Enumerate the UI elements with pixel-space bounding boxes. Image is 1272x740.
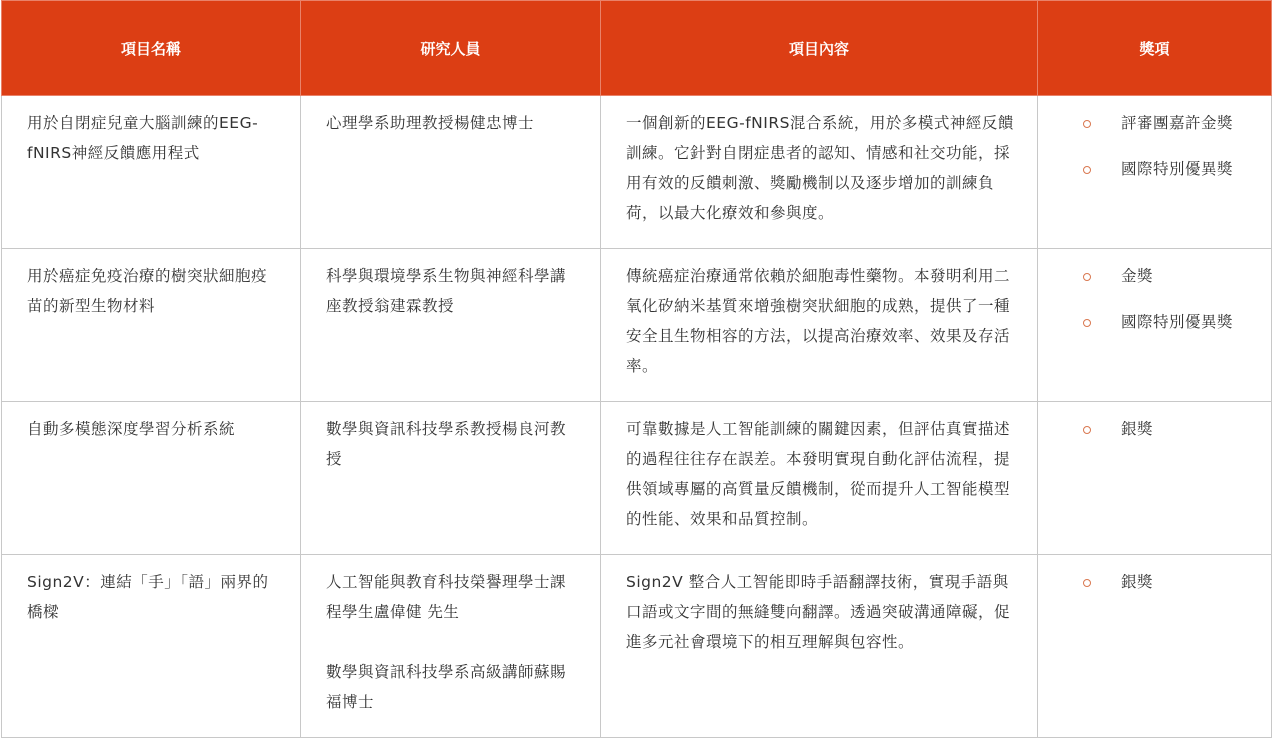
project-name: 用於自閉症兒童大腦訓練的EEG-fNIRS神經反饋應用程式: [2, 96, 301, 249]
header-awards: 獎項: [1038, 1, 1272, 96]
award-item: [1063, 414, 1249, 444]
project-content: 一個創新的EEG-fNIRS混合系統，用於多模式神經反饋訓練。它針對自閉症患者的認知、情感和社交功能，採用有效的反饋刺激、獎勵機制以及逐步增加的訓練負荷，以最大化療效和參與度。: [601, 96, 1038, 249]
award-label: 評審團嘉許金獎: [1121, 114, 1234, 132]
table-header-row: [2, 1, 1272, 96]
project-content: 可靠數據是人工智能訓練的關鍵因素，但評估真實描述的過程往往存在誤差。本發明實現自動化評估流程，提供領域專屬的高質量反饋機制，從而提升人工智能模型的性能、效果和品質控制。: [601, 402, 1038, 555]
award-label: 國際特別優異獎: [1121, 160, 1234, 178]
awards: [1038, 402, 1272, 555]
awards: [1038, 96, 1272, 249]
award-label: 銀獎: [1121, 420, 1154, 438]
project-name: 自動多模態深度學習分析系統: [2, 402, 301, 555]
researcher: 人工智能與教育科技榮譽理學士課程學生盧偉健 先生: [326, 573, 567, 621]
award-item: [1063, 261, 1249, 291]
project-name: 用於癌症免疫治療的樹突狀細胞疫苗的新型生物材料: [2, 249, 301, 402]
circle-bullet-icon: [1083, 426, 1091, 434]
awards: [1038, 249, 1272, 402]
researchers: 科學與環境學系生物與神經科學講座教授翁建霖教授: [301, 249, 601, 402]
circle-bullet-icon: [1083, 319, 1091, 327]
awards: [1038, 555, 1272, 738]
circle-bullet-icon: [1083, 579, 1091, 587]
table-row: [2, 96, 1272, 249]
header-project-name: 項目名稱: [2, 1, 301, 96]
table-row: [2, 555, 1272, 738]
award-label: 金獎: [1121, 267, 1154, 285]
awards-table: [1, 0, 1272, 738]
circle-bullet-icon: [1083, 120, 1091, 128]
header-researchers: 研究人員: [301, 1, 601, 96]
table-row: [2, 402, 1272, 555]
award-label: 銀獎: [1121, 573, 1154, 591]
award-item: [1063, 108, 1249, 138]
header-content: 項目內容: [601, 1, 1038, 96]
researchers: 數學與資訊科技學系教授楊良河教授: [301, 402, 601, 555]
researcher: 數學與資訊科技學系高級講師蘇賜福博士: [326, 663, 567, 711]
circle-bullet-icon: [1083, 166, 1091, 174]
project-content: Sign2V 整合人工智能即時手語翻譯技術，實現手語與口語或文字間的無縫雙向翻譯。透過突破溝通障礙，促進多元社會環境下的相互理解與包容性。: [601, 555, 1038, 738]
award-item: [1063, 154, 1249, 184]
table-row: [2, 249, 1272, 402]
award-item: [1063, 307, 1249, 337]
circle-bullet-icon: [1083, 273, 1091, 281]
award-label: 國際特別優異獎: [1121, 313, 1234, 331]
project-name: Sign2V：連結「手」「語」兩界的橋樑: [2, 555, 301, 738]
award-item: [1063, 567, 1249, 597]
project-content: 傳統癌症治療通常依賴於細胞毒性藥物。本發明利用二氧化矽納米基質來增強樹突狀細胞的成熟，提供了一種安全且生物相容的方法，以提高治療效率、效果及存活率。: [601, 249, 1038, 402]
researchers: [301, 555, 601, 738]
researchers: 心理學系助理教授楊健忠博士: [301, 96, 601, 249]
